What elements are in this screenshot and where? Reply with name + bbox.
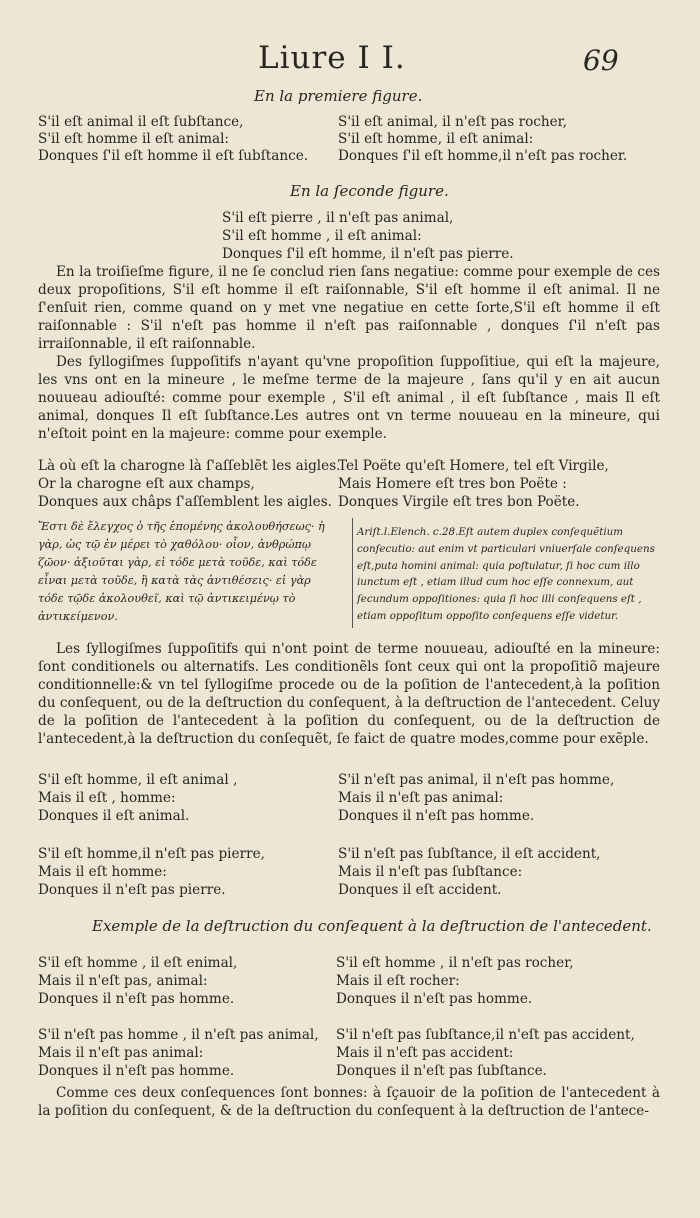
heading-destruction: Exemple de la deſtruction du conſequent à la deſtruction de l'antecedent. [92,917,652,935]
heading-second-figure: En la ſeconde figure. [290,182,449,200]
destruction1-right-2: Mais il eſt rocher: [336,973,460,989]
eagles-left-3: Donques aux châps ſ'aſſemblent les aigles. [38,494,332,510]
paragraph-suppositifs: Des ſyllogiſmes ſuppoſitifs n'ayant qu'vne propoſition ſuppoſitiue, qui eſt la majeure, les vns ont en la mineure , le meſme terme de la majeure , ſans qu'il y en ait aucun nouueau adiouſté: comme pour exemple , S'il eſt animal , il eſt ſubſtance , mais Il eſt animal, donques Il eſt ſubſtance.Les autres ont vn terme nouueau en la mineure, qui n'eſtoit point en la majeure: comme pour exemple. [38,354,660,442]
eagles-left-2: Or la charogne eſt aux champs, [38,476,255,492]
destruction2-right-3: Donques il n'eſt pas ſubſtance. [336,1063,547,1079]
eagles-right-2: Mais Homere eſt tres bon Poëte : [338,476,567,492]
modes2-right-3: Donques il eſt accident. [338,882,502,898]
destruction2-left-2: Mais il n'eſt pas animal: [38,1045,204,1061]
modes1-right-2: Mais il n'eſt pas animal: [338,790,504,806]
destruction1-left-2: Mais il n'eſt pas, animal: [38,973,208,989]
destruction1-right-1: S'il eſt homme , il n'eſt pas rocher, [336,955,574,971]
eagles-right-3: Donques Virgile eſt tres bon Poëte. [338,494,580,510]
paragraph-third-figure: En la troiſieſme figure, il ne ſe conclud rien ſans negatiue: comme pour exemple de ces deux propoſitions, S'il eſt homme il eſt raiſonnable, S'il eſt homme il eſt animal. Il ne ſ'enſuit rien, comme quand on y met vne negatiue en cette ſorte,S'il eſt homme il eſt raiſonnable : S'il n'eſt pas homme il n'eſt pas raiſonnable , donques ſ'il n'eſt pas irraiſonnable, il eſt raiſonnable. [38,264,660,352]
modes2-left-3: Donques il n'eſt pas pierre. [38,882,226,898]
modes2-right-1: S'il n'eſt pas ſubſtance, il eſt accident, [338,846,601,862]
modes2-left-2: Mais il eſt homme: [38,864,167,880]
paragraph-final: Comme ces deux conſequences ſont bonnes: à ſçauoir de la poſition de l'antecedent à la poſition du conſequent, & de la deſtruction du conſequent à la deſtruction de l'antece- [38,1085,660,1119]
destruction2-left-1: S'il n'eſt pas homme , il n'eſt pas animal, [38,1027,319,1043]
eagles-left-1: Là où eſt la charogne là ſ'aſſeblẽt les aigles. [38,458,341,474]
destruction1-right-3: Donques il n'eſt pas homme. [336,991,533,1007]
second-figure-1: S'il eſt pierre , il n'eſt pas animal, [222,210,454,226]
destruction2-right-1: S'il n'eſt pas ſubſtance,il n'eſt pas accident, [336,1027,635,1043]
eagles-right-1: Tel Poëte qu'eſt Homere, tel eſt Virgile, [338,458,609,474]
column-divider [352,518,353,628]
first-figure-left-3: Donques ſ'il eſt homme il eſt ſubſtance. [38,148,309,164]
first-figure-right-3: Donques ſ'il eſt homme,il n'eſt pas rocher. [338,148,628,164]
page-number: 69 [583,44,619,77]
second-figure-2: S'il eſt homme , il eſt animal: [222,228,422,244]
modes2-right-2: Mais il n'eſt pas ſubſtance: [338,864,523,880]
destruction1-left-3: Donques il n'eſt pas homme. [38,991,235,1007]
destruction2-right-2: Mais il n'eſt pas accident: [336,1045,514,1061]
destruction1-left-1: S'il eſt homme , il eſt enimal, [38,955,238,971]
greek-quote: Ἔστι δὲ ἔλεγχος ὁ τῆς ἑπομένης ἀκολουθήσεως· ἡ γὰρ, ὡς τῷ ἐν μέρει τὸ χαθόλου· οἷον, ἀνθρώπῳ ζῶον· ἀξιοῦται γὰρ, εἰ τόδε μετὰ τοῦδε, καὶ τόδε εἶναι μετὰ τοῦδε, ἢ κατὰ τὰς ἀντιθέσεις· εἰ γὰρ τόδε τῷδε ἀκολουθεῖ, καὶ τῷ ἀντικειμένῳ τὸ ἀντικείμενον. [38,520,325,623]
modes1-right-1: S'il n'eſt pas animal, il n'eſt pas homme, [338,772,615,788]
first-figure-right-2: S'il eſt homme, il eſt animal: [338,131,534,147]
modes1-left-2: Mais il eſt , homme: [38,790,176,806]
page-header [0,40,700,80]
paragraph-conditionels: Les ſyllogiſmes ſuppoſitifs qui n'ont point de terme nouueau, adiouſté en la mineure: ſont conditionels ou alternatifs. Les conditionẽls ſont ceux qui ont la propoſitiõ majeure conditionnelle:& vn tel ſyllogiſme procede ou de la poſition de l'antecedent,à la poſition du conſequent, ou de la deſtruction du conſequent, à la deſtruction de l'antecedent. Celuy de la poſition de l'antecedent à la poſition du conſequent, ou de la deſtruction de l'antecedent,à la deſtruction du conſequẽt, ſe faict de quatre modes,comme pour exẽple. [38,641,660,747]
modes1-left-3: Donques il eſt animal. [38,808,190,824]
first-figure-left-1: S'il eſt animal il eſt ſubſtance, [38,114,244,130]
modes1-left-1: S'il eſt homme, il eſt animal , [38,772,238,788]
destruction2-left-3: Donques il n'eſt pas homme. [38,1063,235,1079]
running-title: Liure I I. [258,40,406,76]
latin-marginal-note: Ariſt.l.Elench. c.28.Eſt autem duplex conſequẽtium conſecutio: aut enim vt particulari vniuerſale conſequens eſt,puta homini animal: quia poſtulatur, ſi hoc cum illo iunctum eſt , etiam illud cum hoc eſſe connexum, aut ſecundum oppoſitiones: quia ſi hoc illi conſequens eſt , etiam oppoſitum oppoſito conſequens eſſe videtur. [357,526,655,622]
modes2-left-1: S'il eſt homme,il n'eſt pas pierre, [38,846,265,862]
second-figure-3: Donques ſ'il eſt homme, il n'eſt pas pierre. [222,246,514,262]
first-figure-right-1: S'il eſt animal, il n'eſt pas rocher, [338,114,568,130]
first-figure-left-2: S'il eſt homme il eſt animal: [38,131,230,147]
heading-first-figure: En la premiere figure. [254,87,423,105]
modes1-right-3: Donques il n'eſt pas homme. [338,808,535,824]
